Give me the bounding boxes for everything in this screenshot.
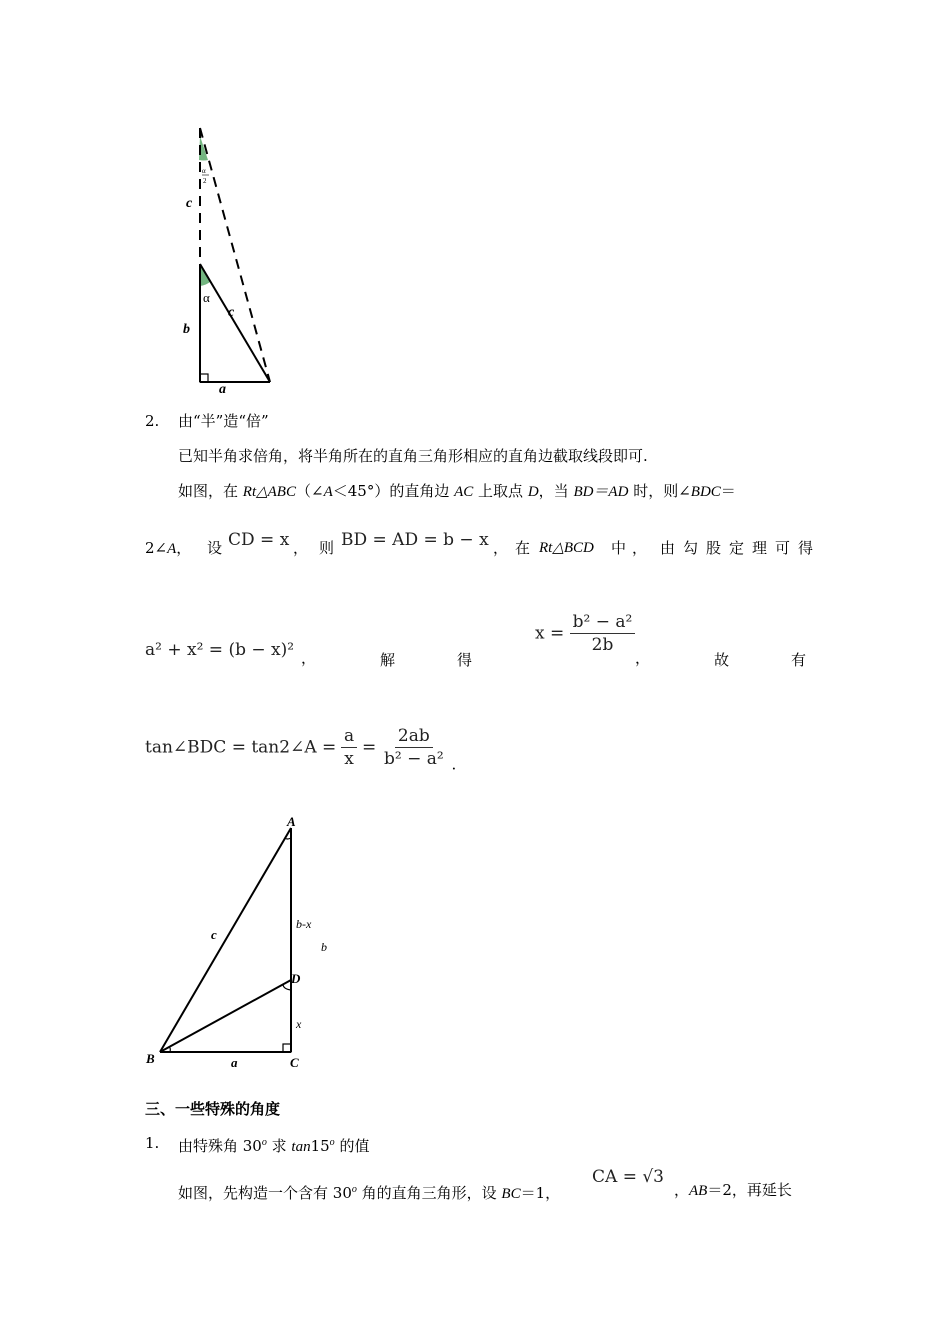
- text: 2∠: [145, 539, 168, 557]
- section-3-heading: 三、一些特殊的角度: [145, 1100, 281, 1118]
- tan-function: tan: [291, 1139, 311, 1155]
- dashed-long-hypotenuse: [200, 128, 270, 382]
- text: ＝: [720, 482, 736, 500]
- label-point-c: C: [290, 1055, 299, 1070]
- line-pythagoras: [145, 612, 805, 668]
- text: 求: [266, 1137, 292, 1155]
- text: ，: [635, 649, 651, 667]
- text: 由勾股定理可得: [660, 539, 822, 557]
- text: 时，则∠: [628, 482, 691, 500]
- hypotenuse-c: [200, 264, 270, 382]
- var-a: A: [323, 484, 333, 500]
- text: 上取点: [473, 482, 528, 500]
- label-c: c: [211, 927, 217, 942]
- var-a: A: [167, 541, 177, 557]
- label-point-b: B: [146, 1051, 155, 1066]
- fraction-numerator: 2ab: [395, 726, 433, 748]
- label-point-d: D: [291, 971, 301, 986]
- degree-symbol: o: [261, 1137, 267, 1148]
- figure-triangle-abcd: [140, 812, 350, 1072]
- text: 角的直角三角形，设: [356, 1184, 502, 1202]
- text: 如图，在: [178, 482, 243, 500]
- label-half-alpha-num: α: [202, 167, 206, 175]
- fraction-numerator: b² − a²: [570, 612, 636, 634]
- side-ab: [160, 828, 291, 1052]
- text: 如图，先构造一个含有 30: [178, 1184, 352, 1202]
- text: 的值: [334, 1137, 370, 1155]
- formula-tan-bdc: tan∠BDC = tan2∠A =: [145, 737, 337, 758]
- label-point-a: A: [287, 814, 296, 829]
- right-angle-marker: [283, 1044, 291, 1052]
- text: ＝1，: [520, 1184, 561, 1202]
- text: ＜45°）的直角边: [332, 482, 455, 500]
- paragraph-30-degree: [178, 1167, 808, 1202]
- section-2-title: 由“半”造“倍”: [178, 412, 269, 430]
- text: 在: [515, 539, 531, 557]
- segment-bd: [160, 980, 291, 1052]
- text: 有: [791, 651, 807, 669]
- item-1-number: 1.: [145, 1134, 160, 1152]
- formula-bd-equals-ad: BD = AD = b − x: [341, 530, 489, 550]
- label-b-minus-x: b-x: [296, 917, 312, 931]
- fraction-numerator: a: [341, 726, 357, 748]
- text: 中，: [611, 539, 654, 557]
- text: 故: [714, 651, 730, 669]
- angle-marker-d: [283, 984, 291, 990]
- text: 则: [319, 539, 335, 557]
- triangle-abc: Rt△ABC: [242, 484, 296, 500]
- text: 解: [380, 651, 396, 669]
- degree-symbol: o: [329, 1137, 335, 1148]
- formula-pythagoras: a² + x² = (b − x)²: [145, 640, 295, 660]
- line-tan-formula: [145, 726, 456, 782]
- text: ，: [301, 649, 317, 667]
- fraction-denominator: x: [344, 749, 354, 769]
- label-b: b: [321, 940, 327, 954]
- bd-equals-ad: BD＝AD: [573, 484, 629, 500]
- text: ，: [674, 1181, 690, 1199]
- text: =: [361, 737, 377, 758]
- triangle-bcd: Rt△BCD: [539, 540, 594, 556]
- formula-cd-equals-x: CD = x: [228, 530, 290, 550]
- label-half-alpha-den: 2: [203, 177, 207, 185]
- text: （∠: [295, 482, 324, 500]
- text: 由特殊角 30: [178, 1137, 262, 1155]
- label-a: a: [231, 1055, 238, 1070]
- text: ＝2，再延长: [707, 1181, 792, 1199]
- side-bc: BC: [501, 1186, 521, 1202]
- text: ，: [493, 539, 509, 557]
- text: ，: [293, 539, 309, 557]
- fraction-denominator: 2b: [591, 635, 614, 655]
- label-a: a: [219, 382, 226, 397]
- paragraph-construction: [178, 481, 736, 502]
- line-set-x: [145, 530, 822, 560]
- fraction-denominator: b² − a²: [383, 749, 444, 769]
- point-d: D: [527, 484, 539, 500]
- label-b: b: [183, 322, 190, 337]
- label-alpha: α: [203, 290, 210, 305]
- item-1-title: [178, 1133, 369, 1157]
- paragraph-half-angle: 已知半角求倍角，将半角所在的直角三角形相应的直角边截取线段即可.: [178, 447, 648, 465]
- text: 设: [207, 539, 223, 557]
- formula-x-solution: [535, 612, 635, 655]
- side-ab: AB: [689, 1183, 708, 1199]
- side-ac: AC: [454, 484, 474, 500]
- angle-bdc: BDC: [690, 484, 721, 500]
- section-2-number: 2.: [145, 412, 160, 430]
- label-c-extension: c: [186, 196, 193, 211]
- label-c-hypotenuse: c: [228, 305, 235, 320]
- text: x =: [535, 623, 565, 644]
- right-angle-marker: [200, 374, 208, 382]
- angle-marker-a: [285, 838, 291, 839]
- text: ，当: [538, 482, 574, 500]
- text: 得: [457, 651, 473, 669]
- label-x: x: [296, 1017, 302, 1031]
- text: ，: [176, 539, 192, 557]
- degree-symbol: o: [351, 1184, 357, 1195]
- text: .: [451, 755, 457, 774]
- text: 15: [310, 1137, 330, 1155]
- formula-ca-sqrt3: CA = √3: [592, 1167, 664, 1187]
- figure-extended-triangle: [170, 118, 290, 398]
